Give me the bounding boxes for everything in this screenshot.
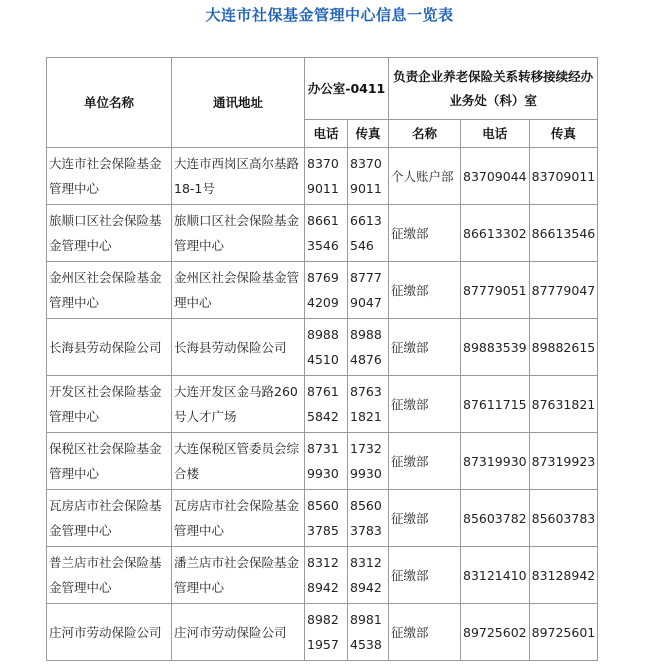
cell-address: 潘兰店市社会保险基金管理中心 bbox=[172, 547, 305, 604]
header-unit-name: 单位名称 bbox=[47, 58, 172, 148]
cell-dept-phone: 89883539 bbox=[461, 319, 530, 376]
cell-office-fax: 85603783 bbox=[348, 490, 389, 547]
cell-address: 大连开发区金马路260号人才广场 bbox=[172, 376, 305, 433]
cell-address: 旅顺口区社会保险基金管理中心 bbox=[172, 205, 305, 262]
cell-dept-name: 征缴部 bbox=[389, 319, 461, 376]
cell-office-phone: 85603785 bbox=[305, 490, 348, 547]
header-dept-fax: 传真 bbox=[529, 120, 598, 148]
table-row bbox=[47, 376, 598, 433]
page-title: 大连市社保基金管理中心信息一览表 bbox=[205, 6, 454, 24]
cell-office-fax: 83128942 bbox=[348, 547, 389, 604]
cell-dept-name: 征缴部 bbox=[389, 604, 461, 661]
cell-dept-phone: 85603782 bbox=[461, 490, 530, 547]
cell-office-fax: 87631821 bbox=[348, 376, 389, 433]
cell-unit: 保税区社会保险基金管理中心 bbox=[47, 433, 172, 490]
cell-unit: 金州区社会保险基金管理中心 bbox=[47, 262, 172, 319]
table-row bbox=[47, 490, 598, 547]
cell-office-phone: 87319930 bbox=[305, 433, 348, 490]
cell-address: 长海县劳动保险公司 bbox=[172, 319, 305, 376]
cell-dept-fax: 89725601 bbox=[529, 604, 598, 661]
cell-dept-name: 征缴部 bbox=[389, 490, 461, 547]
cell-office-phone: 83709011 bbox=[305, 148, 348, 205]
cell-dept-phone: 89725602 bbox=[461, 604, 530, 661]
table-row bbox=[47, 604, 598, 661]
cell-unit: 瓦房店市社会保险基金管理中心 bbox=[47, 490, 172, 547]
cell-unit: 庄河市劳动保险公司 bbox=[47, 604, 172, 661]
cell-dept-name: 征缴部 bbox=[389, 376, 461, 433]
cell-unit: 开发区社会保险基金管理中心 bbox=[47, 376, 172, 433]
cell-address: 大连保税区管委员会综合楼 bbox=[172, 433, 305, 490]
cell-dept-name: 征缴部 bbox=[389, 547, 461, 604]
cell-office-fax: 83709011 bbox=[348, 148, 389, 205]
table-row bbox=[47, 262, 598, 319]
cell-dept-phone: 83121410 bbox=[461, 547, 530, 604]
cell-dept-fax: 83709011 bbox=[529, 148, 598, 205]
cell-unit: 旅顺口区社会保险基金管理中心 bbox=[47, 205, 172, 262]
cell-dept-fax: 89882615 bbox=[529, 319, 598, 376]
cell-unit: 长海县劳动保险公司 bbox=[47, 319, 172, 376]
cell-office-phone: 89821957 bbox=[305, 604, 348, 661]
header-dept-name: 名称 bbox=[389, 120, 461, 148]
cell-dept-phone: 83709044 bbox=[461, 148, 530, 205]
header-office-fax: 传真 bbox=[348, 120, 389, 148]
cell-office-phone: 83128942 bbox=[305, 547, 348, 604]
table-row bbox=[47, 433, 598, 490]
table-row bbox=[47, 319, 598, 376]
cell-dept-phone: 87779051 bbox=[461, 262, 530, 319]
cell-dept-name: 征缴部 bbox=[389, 205, 461, 262]
cell-dept-name: 个人账户部 bbox=[389, 148, 461, 205]
info-table bbox=[46, 57, 598, 661]
cell-address: 大连市西岗区高尔基路18-1号 bbox=[172, 148, 305, 205]
cell-office-fax: 89884876 bbox=[348, 319, 389, 376]
cell-dept-phone: 87611715 bbox=[461, 376, 530, 433]
cell-dept-fax: 87631821 bbox=[529, 376, 598, 433]
cell-dept-name: 征缴部 bbox=[389, 262, 461, 319]
cell-office-fax: 89814538 bbox=[348, 604, 389, 661]
cell-address: 庄河市劳动保险公司 bbox=[172, 604, 305, 661]
header-address: 通讯地址 bbox=[172, 58, 305, 148]
cell-office-fax: 87779047 bbox=[348, 262, 389, 319]
cell-dept-fax: 85603783 bbox=[529, 490, 598, 547]
cell-office-phone: 89884510 bbox=[305, 319, 348, 376]
cell-dept-fax: 87319923 bbox=[529, 433, 598, 490]
cell-dept-fax: 87779047 bbox=[529, 262, 598, 319]
table-row bbox=[47, 547, 598, 604]
cell-dept-phone: 86613302 bbox=[461, 205, 530, 262]
cell-dept-phone: 87319930 bbox=[461, 433, 530, 490]
cell-address: 瓦房店市社会保险基金管理中心 bbox=[172, 490, 305, 547]
cell-dept-fax: 83128942 bbox=[529, 547, 598, 604]
header-transfer-dept: 负责企业养老保险关系转移接续经办业务处（科）室 bbox=[389, 58, 598, 120]
header-office-phone: 电话 bbox=[305, 120, 348, 148]
cell-office-fax: 17329930 bbox=[348, 433, 389, 490]
cell-office-phone: 87615842 bbox=[305, 376, 348, 433]
table-row bbox=[47, 205, 598, 262]
cell-office-phone: 86613546 bbox=[305, 205, 348, 262]
cell-dept-name: 征缴部 bbox=[389, 433, 461, 490]
cell-address: 金州区社会保险基金管理中心 bbox=[172, 262, 305, 319]
cell-unit: 大连市社会保险基金管理中心 bbox=[47, 148, 172, 205]
header-dept-phone: 电话 bbox=[461, 120, 530, 148]
cell-dept-fax: 86613546 bbox=[529, 205, 598, 262]
cell-office-fax: 6613546 bbox=[348, 205, 389, 262]
header-office: 办公室-0411 bbox=[305, 58, 389, 120]
cell-office-phone: 87694209 bbox=[305, 262, 348, 319]
table-row bbox=[47, 148, 598, 205]
cell-unit: 普兰店市社会保险基金管理中心 bbox=[47, 547, 172, 604]
